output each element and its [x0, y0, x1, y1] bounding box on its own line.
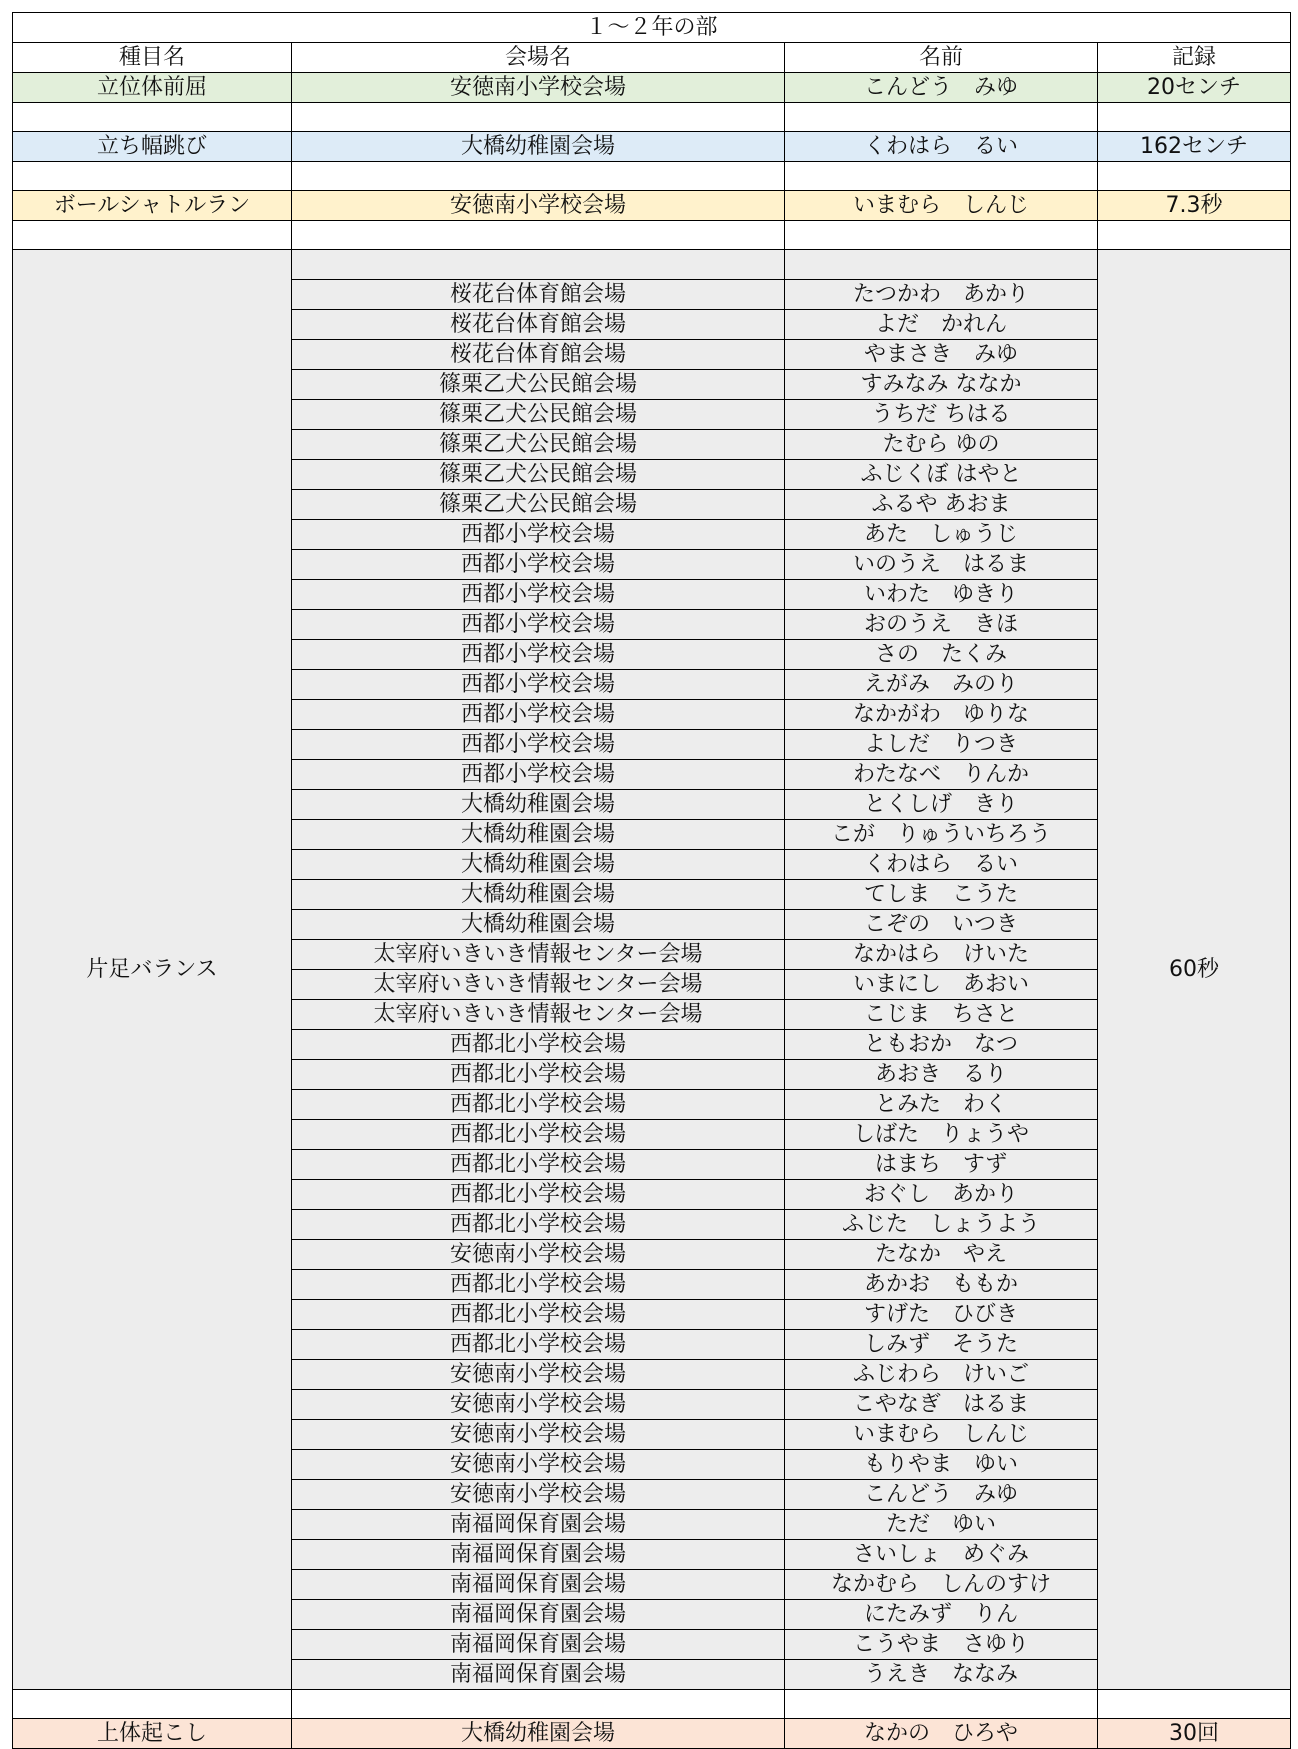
name-cell: ふるや あおま: [785, 490, 1098, 520]
header-name: 名前: [785, 43, 1098, 73]
venue-cell: 西都北小学校会場: [292, 1330, 785, 1360]
name-cell: いわた ゆきり: [785, 580, 1098, 610]
venue-cell: 安徳南小学校会場: [292, 1240, 785, 1270]
spacer-row: [13, 1690, 1291, 1719]
header-record: 記録: [1098, 43, 1291, 73]
venue-cell: 安徳南小学校会場: [292, 1360, 785, 1390]
venue-cell: 南福岡保育園会場: [292, 1510, 785, 1540]
venue-cell: 桜花台体育館会場: [292, 280, 785, 310]
name-cell: しみず そうた: [785, 1330, 1098, 1360]
empty-cell: [785, 162, 1098, 191]
sheet-title: １～２年の部: [13, 13, 1291, 43]
name-cell: こんどう みゆ: [785, 1480, 1098, 1510]
name-cell: たつかわ あかり: [785, 280, 1098, 310]
empty-cell: [292, 250, 785, 280]
venue-cell: 篠栗乙犬公民館会場: [292, 430, 785, 460]
venue-cell: 大橋幼稚園会場: [292, 820, 785, 850]
shuttle-run-row: [13, 191, 1291, 221]
venue-cell: 桜花台体育館会場: [292, 340, 785, 370]
empty-cell: [785, 103, 1098, 132]
name-cell: ふじくぼ はやと: [785, 460, 1098, 490]
header-event: 種目名: [13, 43, 292, 73]
venue-cell: 西都北小学校会場: [292, 1060, 785, 1090]
name-cell: こんどう みゆ: [785, 73, 1098, 103]
empty-cell: [1098, 221, 1291, 250]
name-cell: ふじた しょうよう: [785, 1210, 1098, 1240]
venue-cell: 西都小学校会場: [292, 670, 785, 700]
venue-cell: 篠栗乙犬公民館会場: [292, 370, 785, 400]
name-cell: てしま こうた: [785, 880, 1098, 910]
empty-cell: [1098, 1690, 1291, 1719]
empty-cell: [13, 221, 292, 250]
name-cell: いまにし あおい: [785, 970, 1098, 1000]
venue-cell: 大橋幼稚園会場: [292, 1719, 785, 1749]
name-cell: もりやま ゆい: [785, 1450, 1098, 1480]
event-cell: 立ち幅跳び: [13, 132, 292, 162]
venue-cell: 南福岡保育園会場: [292, 1630, 785, 1660]
name-cell: にたみず りん: [785, 1600, 1098, 1630]
venue-cell: 太宰府いきいき情報センター会場: [292, 1000, 785, 1030]
name-cell: ともおか なつ: [785, 1030, 1098, 1060]
venue-cell: 西都小学校会場: [292, 700, 785, 730]
venue-cell: 安徳南小学校会場: [292, 1420, 785, 1450]
venue-cell: 大橋幼稚園会場: [292, 790, 785, 820]
venue-cell: 篠栗乙犬公民館会場: [292, 460, 785, 490]
venue-cell: 西都北小学校会場: [292, 1120, 785, 1150]
venue-cell: 桜花台体育館会場: [292, 310, 785, 340]
results-table: [12, 12, 1291, 1749]
spacer-row: [13, 162, 1291, 191]
venue-cell: 大橋幼稚園会場: [292, 910, 785, 940]
spacer-row: [13, 103, 1291, 132]
empty-cell: [292, 162, 785, 191]
empty-cell: [13, 103, 292, 132]
name-cell: とくしげ きり: [785, 790, 1098, 820]
name-cell: たなか やえ: [785, 1240, 1098, 1270]
name-cell: なかの ひろや: [785, 1719, 1098, 1749]
venue-cell: 大橋幼稚園会場: [292, 850, 785, 880]
empty-cell: [1098, 103, 1291, 132]
name-cell: さの たくみ: [785, 640, 1098, 670]
venue-cell: 安徳南小学校会場: [292, 73, 785, 103]
name-cell: こうやま さゆり: [785, 1630, 1098, 1660]
venue-cell: 安徳南小学校会場: [292, 191, 785, 221]
venue-cell: 西都北小学校会場: [292, 1090, 785, 1120]
name-cell: さいしょ めぐみ: [785, 1540, 1098, 1570]
name-cell: うちだ ちはる: [785, 400, 1098, 430]
empty-cell: [13, 1690, 292, 1719]
forward-bend-row: [13, 73, 1291, 103]
record-cell: 20センチ: [1098, 73, 1291, 103]
name-cell: いのうえ はるま: [785, 550, 1098, 580]
venue-cell: 西都小学校会場: [292, 580, 785, 610]
event-cell: ボールシャトルラン: [13, 191, 292, 221]
record-cell: 7.3秒: [1098, 191, 1291, 221]
venue-cell: 西都小学校会場: [292, 610, 785, 640]
venue-cell: 大橋幼稚園会場: [292, 132, 785, 162]
name-cell: あた しゅうじ: [785, 520, 1098, 550]
title-row: [13, 13, 1291, 43]
name-cell: おぐし あかり: [785, 1180, 1098, 1210]
venue-cell: 西都北小学校会場: [292, 1210, 785, 1240]
long-jump-row: [13, 132, 1291, 162]
venue-cell: 西都小学校会場: [292, 760, 785, 790]
venue-cell: 大橋幼稚園会場: [292, 880, 785, 910]
name-cell: あおき るり: [785, 1060, 1098, 1090]
name-cell: えがみ みのり: [785, 670, 1098, 700]
name-cell: おのうえ きほ: [785, 610, 1098, 640]
record-cell: 162センチ: [1098, 132, 1291, 162]
name-cell: はまち すず: [785, 1150, 1098, 1180]
venue-cell: 西都小学校会場: [292, 640, 785, 670]
event-cell: 立位体前屈: [13, 73, 292, 103]
venue-cell: 太宰府いきいき情報センター会場: [292, 940, 785, 970]
balance-row: [13, 250, 1291, 280]
name-cell: とみた わく: [785, 1090, 1098, 1120]
name-cell: やまさき みゆ: [785, 340, 1098, 370]
name-cell: すみなみ ななか: [785, 370, 1098, 400]
header-venue: 会場名: [292, 43, 785, 73]
name-cell: こが りゅういちろう: [785, 820, 1098, 850]
venue-cell: 南福岡保育園会場: [292, 1570, 785, 1600]
name-cell: ただ ゆい: [785, 1510, 1098, 1540]
venue-cell: 西都小学校会場: [292, 730, 785, 760]
name-cell: なかはら けいた: [785, 940, 1098, 970]
empty-cell: [1098, 162, 1291, 191]
name-cell: すげた ひびき: [785, 1300, 1098, 1330]
venue-cell: 西都北小学校会場: [292, 1270, 785, 1300]
name-cell: なかがわ ゆりな: [785, 700, 1098, 730]
name-cell: こやなぎ はるま: [785, 1390, 1098, 1420]
empty-cell: [785, 1690, 1098, 1719]
name-cell: しばた りょうや: [785, 1120, 1098, 1150]
empty-cell: [292, 221, 785, 250]
name-cell: よしだ りつき: [785, 730, 1098, 760]
venue-cell: 篠栗乙犬公民館会場: [292, 400, 785, 430]
name-cell: うえき ななみ: [785, 1660, 1098, 1690]
empty-cell: [13, 162, 292, 191]
name-cell: こぞの いつき: [785, 910, 1098, 940]
event-cell: 片足バランス: [13, 250, 292, 1690]
empty-cell: [785, 221, 1098, 250]
venue-cell: 太宰府いきいき情報センター会場: [292, 970, 785, 1000]
venue-cell: 安徳南小学校会場: [292, 1450, 785, 1480]
venue-cell: 南福岡保育園会場: [292, 1660, 785, 1690]
name-cell: こじま ちさと: [785, 1000, 1098, 1030]
record-cell: 30回: [1098, 1719, 1291, 1749]
name-cell: くわはら るい: [785, 132, 1098, 162]
venue-cell: 南福岡保育園会場: [292, 1600, 785, 1630]
venue-cell: 安徳南小学校会場: [292, 1480, 785, 1510]
situps-row: [13, 1719, 1291, 1749]
venue-cell: 南福岡保育園会場: [292, 1540, 785, 1570]
name-cell: たむら ゆの: [785, 430, 1098, 460]
name-cell: いまむら しんじ: [785, 191, 1098, 221]
name-cell: なかむら しんのすけ: [785, 1570, 1098, 1600]
venue-cell: 西都北小学校会場: [292, 1300, 785, 1330]
name-cell: わたなべ りんか: [785, 760, 1098, 790]
empty-cell: [292, 1690, 785, 1719]
venue-cell: 西都北小学校会場: [292, 1030, 785, 1060]
record-cell: 60秒: [1098, 250, 1291, 1690]
venue-cell: 西都小学校会場: [292, 550, 785, 580]
name-cell: ふじわら けいご: [785, 1360, 1098, 1390]
header-row: [13, 43, 1291, 73]
venue-cell: 西都北小学校会場: [292, 1150, 785, 1180]
spacer-row: [13, 221, 1291, 250]
name-cell: いまむら しんじ: [785, 1420, 1098, 1450]
name-cell: あかお ももか: [785, 1270, 1098, 1300]
name-cell: よだ かれん: [785, 310, 1098, 340]
venue-cell: 安徳南小学校会場: [292, 1390, 785, 1420]
empty-cell: [785, 250, 1098, 280]
venue-cell: 西都小学校会場: [292, 520, 785, 550]
event-cell: 上体起こし: [13, 1719, 292, 1749]
venue-cell: 西都北小学校会場: [292, 1180, 785, 1210]
venue-cell: 篠栗乙犬公民館会場: [292, 490, 785, 520]
empty-cell: [292, 103, 785, 132]
name-cell: くわはら るい: [785, 850, 1098, 880]
